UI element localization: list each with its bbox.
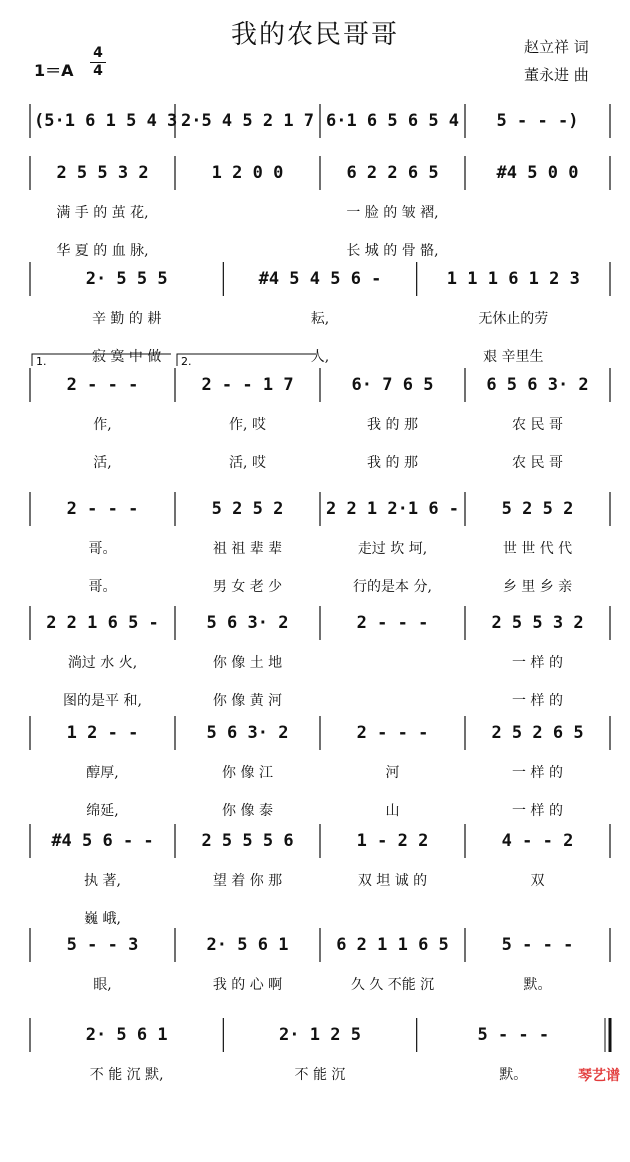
lyric-verse-2: 人, (310, 349, 330, 365)
measure (34, 108, 178, 134)
measure (179, 610, 316, 636)
measure-notes: #4 5 4 5 6 - (258, 269, 382, 289)
measure-notes: 2·5 4 5 2 1 7 (180, 111, 315, 131)
lyric-verse-1: 耘, (310, 311, 330, 327)
measure (469, 108, 606, 134)
lyric-verse-1: 作, (93, 417, 112, 433)
measure (469, 828, 606, 854)
lyric-verse-1: 一 脸 的 皱 褶, (346, 205, 439, 221)
measure-notes: 2 5 5 3 2 (56, 163, 149, 183)
lyric-verse-1: 我 的 那 (367, 417, 418, 433)
lyric-verse-2: 我 的 那 (367, 455, 418, 471)
measure-notes: 5 6 3· 2 (206, 723, 289, 743)
lyric-verse-1: 久 久 不能 沉 (350, 977, 435, 993)
lyric-verse-2: 一 样 的 (512, 803, 563, 819)
measure (179, 932, 316, 958)
measure (469, 720, 606, 746)
lyric-verse-2: 乡 里 乡 亲 (502, 579, 573, 595)
volta-1-label: 1. (36, 355, 47, 368)
measure (179, 108, 316, 134)
measure (324, 932, 461, 958)
lyric-verse-1: 世 世 代 代 (502, 541, 573, 557)
measure-notes: 2· 5 6 1 (85, 1025, 168, 1045)
lyric-verse-2: 山 (385, 803, 400, 819)
measure-notes: 2 - - - (66, 499, 139, 519)
time-signature (90, 46, 106, 79)
measure (227, 1022, 412, 1048)
measure-notes: 1 - 2 2 (356, 831, 429, 851)
lyric-verse-1: 我 的 心 啊 (212, 977, 283, 993)
measure (34, 160, 171, 186)
measure-notes: 2 - - 1 7 (201, 375, 294, 395)
measure (324, 372, 461, 398)
measure (34, 266, 219, 292)
lyric-verse-1: 满 手 的 茧 花, (56, 205, 149, 221)
measure (34, 372, 171, 398)
lyric-verse-2: 你 像 黄 河 (212, 693, 283, 709)
lyric-verse-1: 走过 坎 坷, (357, 541, 428, 557)
measure-notes: 1 2 - - (66, 723, 139, 743)
lyric-verse-2: 农 民 哥 (512, 455, 563, 471)
measure (34, 610, 171, 636)
lyric-verse-1: 作, 哎 (229, 417, 266, 433)
volta-2-bracket (177, 354, 316, 366)
measure-notes: 5 2 5 2 (211, 499, 284, 519)
measure-notes: 2 5 2 6 5 (491, 723, 584, 743)
measure (469, 610, 606, 636)
song-title: 我的农民哥哥 (230, 20, 399, 50)
lyric-verse-2: 行的是本 分, (353, 579, 432, 595)
measure-notes: 5 2 5 2 (501, 499, 574, 519)
measure (324, 828, 461, 854)
lyric-verse-1: 一 样 的 (512, 655, 563, 671)
lyric-verse-1: 不 能 沉 默, (89, 1067, 164, 1083)
measure-notes: 2 - - - (66, 375, 139, 395)
measure (469, 932, 606, 958)
measure-notes: 2 5 5 5 6 (201, 831, 294, 851)
measure (179, 720, 316, 746)
lyric-verse-1: 双 坦 诚 的 (357, 873, 428, 889)
score-row (0, 1002, 630, 1162)
lyric-verse-1: 望 着 你 那 (212, 873, 283, 889)
measure (34, 932, 171, 958)
measure-notes: 6 2 1 1 6 5 (336, 935, 449, 955)
lyric-verse-2: 艰 辛里生 (483, 349, 544, 365)
measure (324, 160, 461, 186)
lyric-verse-1: 哥。 (88, 541, 117, 557)
measure-notes: 2 2 1 6 5 - (46, 613, 159, 633)
lyric-verse-1: 你 像 江 (222, 765, 273, 781)
lyric-verse-2: 绵延, (86, 803, 119, 819)
lyric-verse-2: 活, 哎 (229, 455, 266, 471)
composer-credit: 董永进 曲 (524, 66, 589, 84)
measure (179, 496, 316, 522)
volta-1-bracket (32, 354, 171, 366)
lyric-verse-2: 寂 寞 中 做 (91, 349, 162, 365)
measure (227, 266, 412, 292)
measure (421, 1022, 606, 1048)
lyric-verse-1: 辛 勤 的 耕 (91, 311, 162, 327)
measure (469, 160, 606, 186)
lyric-verse-2: 图的是平 和, (63, 693, 142, 709)
lyric-verse-1: 淌过 水 火, (67, 655, 138, 671)
measure-notes: 2· 5 6 1 (206, 935, 289, 955)
measure (469, 496, 606, 522)
measure (34, 828, 171, 854)
measure-notes: 6· 7 6 5 (351, 375, 434, 395)
measure (179, 828, 316, 854)
measure-notes: #4 5 6 - - (51, 831, 154, 851)
lyric-verse-1: 执 著, (84, 873, 121, 889)
lyric-verse-1: 祖 祖 辈 辈 (212, 541, 283, 557)
measure-notes: 5 6 3· 2 (206, 613, 289, 633)
measure-notes: 5 - - - (477, 1025, 550, 1045)
measure-notes: 2· 5 5 5 (85, 269, 168, 289)
lyric-verse-1: 默。 (523, 977, 552, 993)
measure (324, 496, 461, 522)
lyric-verse-1: 农 民 哥 (512, 417, 563, 433)
measure-notes: 6 5 6 3· 2 (486, 375, 589, 395)
measure (34, 1022, 219, 1048)
lyric-verse-1: 眼, (93, 977, 112, 993)
lyric-verse-1: 醇厚, (86, 765, 119, 781)
lyric-verse-2: 活, (93, 455, 112, 471)
lyric-verse-1: 无休止的劳 (478, 311, 549, 327)
measure-notes: 2 2 1 2·1 6 - (325, 499, 460, 519)
measure-notes: 5 - - -) (496, 111, 579, 131)
measure (34, 720, 171, 746)
measure-notes: 5 - - 3 (66, 935, 139, 955)
lyric-verse-1: 默。 (499, 1067, 528, 1083)
measure-notes: 2· 1 2 5 (279, 1025, 361, 1045)
lyric-verse-2: 一 样 的 (512, 693, 563, 709)
lyric-verse-2: 长 城 的 骨 骼, (346, 243, 439, 259)
measure-notes: (5·1 6 1 5 4 3 (34, 111, 178, 131)
meter-top: 4 (93, 45, 103, 61)
lyric-verse-2: 巍 峨, (84, 911, 121, 927)
measure (469, 372, 606, 398)
lyric-verse-2: 男 女 老 少 (212, 579, 283, 595)
lyricist-credit: 赵立祥 词 (524, 38, 589, 56)
measure-notes: 2 - - - (356, 613, 429, 633)
measure (421, 266, 606, 292)
lyric-verse-1: 一 样 的 (512, 765, 563, 781)
measure (179, 160, 316, 186)
measure-notes: 5 - - - (501, 935, 574, 955)
measure (34, 496, 171, 522)
measure (179, 372, 316, 398)
measure-notes: 4 - - 2 (501, 831, 574, 851)
measure-notes: 2 5 5 3 2 (491, 613, 584, 633)
measure-notes: 2 - - - (356, 723, 429, 743)
measure (324, 108, 461, 134)
lyric-verse-1: 双 (530, 873, 545, 889)
watermark-logo: 琴艺谱 (578, 1068, 620, 1084)
lyric-verse-1: 你 像 土 地 (212, 655, 283, 671)
lyric-verse-2: 你 像 泰 (222, 803, 273, 819)
measure (324, 610, 461, 636)
measure-notes: 1 2 0 0 (211, 163, 284, 183)
measure-notes: 6·1 6 5 6 5 4 (325, 111, 460, 131)
measure-notes: 6 2 2 6 5 (346, 163, 439, 183)
lyric-verse-2: 哥。 (88, 579, 117, 595)
lyric-verse-1: 不 能 沉 (294, 1067, 346, 1083)
lyric-verse-2: 华 夏 的 血 脉, (56, 243, 149, 259)
meter-bottom: 4 (93, 63, 103, 79)
key-signature: 1＝A (34, 61, 74, 80)
measure-notes: 1 1 1 6 1 2 3 (446, 269, 580, 289)
measure (324, 720, 461, 746)
volta-2-label: 2. (181, 355, 192, 368)
lyric-verse-1: 河 (385, 765, 400, 781)
measure-notes: #4 5 0 0 (496, 163, 579, 183)
